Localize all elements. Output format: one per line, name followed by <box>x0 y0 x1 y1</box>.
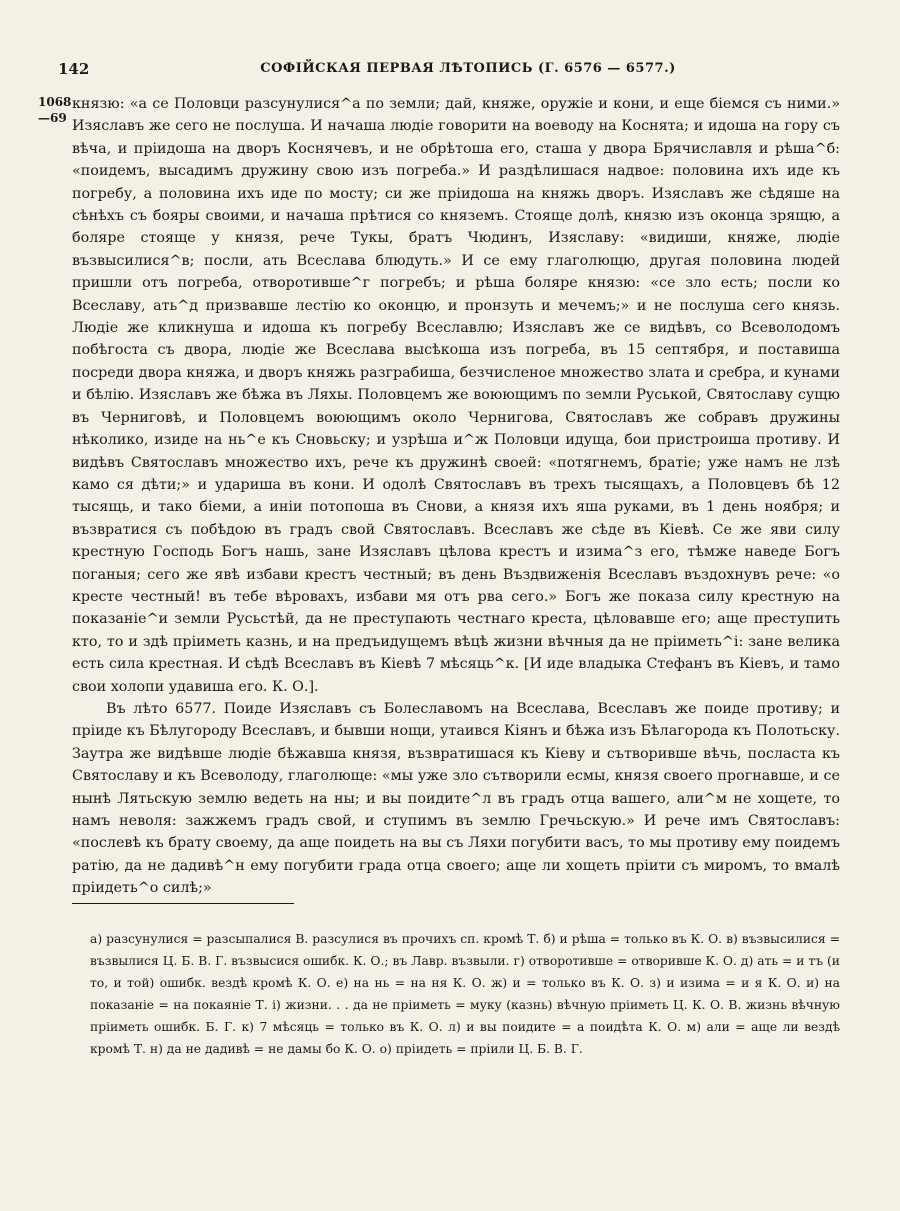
margin-year: 1068 <box>38 95 72 109</box>
running-title: СОФІЙСКАЯ ПЕРВАЯ ЛѢТОПИСЬ (Г. 6576 — 6577.) <box>260 61 676 76</box>
footnote-divider <box>72 903 294 904</box>
paragraph: Въ лѣто 6577. Поиде Изяславъ съ Болеславомъ на Всеслава, Всеславъ же поиде противу; и пріиде къ Бѣлугороду Всеславъ, и бывши нощи, утаився Кіянъ и бѣжа изъ Бѣлагорода къ Полотьску. Заутра же видѣвше людіе бѣжавша князя, възвратишася къ Кіеву и сътворивше вѣчь, посласта къ Святославу и къ Всеволоду, глаголюще: «мы уже зло сътворили есмы, князя своего прогнавше, и се нынѣ Лятьскую землю ведеть на ны; и вы поидите^л въ градъ отца вашего, али^м не хощете, то намъ неволя: зажжемъ градъ свой, и ступимъ въ землю Гречьскую.» И рече имъ Святославъ: «послевѣ къ брату своему, да аще поидеть на вы съ Ляхи погубити васъ, то мы противу ему поидемъ ратію, да не дадивѣ^н ему погубити града отца своего; аще ли хощеть пріити съ миромъ, то вмалѣ пріидеть^о силѣ;» <box>72 700 840 897</box>
footnotes <box>90 928 840 1060</box>
chronicle-text <box>72 93 840 900</box>
paragraph: князю: «а се Половци разсунулися^а по земли; дай, княже, оружіе и кони, и еще біемся съ ними.» Изяславъ же сего не послуша. И начаша людіе говорити на воеводу на Коснята; и идоша на гору съ вѣча, и пріидоша на дворъ Коснячевъ, и не обрѣтоша его, сташа у двора Брячиславля и рѣша^б: «поидемъ, высадимъ дружину свою изъ погреба.» И раздѣлишася надвое: половина ихъ иде къ погребу, а половина ихъ иде по мосту; си же пріидоша на княжь дворъ. Изяславъ же сѣдяше на сѣнѣхъ съ бояры своими, и начаша прѣтися со княземъ. Стояще долѣ, князю изъ оконца зрящю, а боляре стояще у князя, рече Тукы, братъ Чюдинъ, Изяславу: «видиши, княже, людіе възвысилися^в; посли, ать Всеслава блюдуть.» И се ему глаголющю, другая половина людей пришли отъ погреба, отворотивше^г погребъ; и рѣша боляре князю: «се зло есть; посли ко Всеславу, ать^д призвавше лестію ко оконцю, и пронзуть и мечемъ;» и не послуша сего князь. Людіе же кликнуша и идоша къ погребу Всеславлю; Изяславъ же се видѣвъ, со Всеволодомъ побѣгоста съ двора, людіе же Всеслава высѣкоша изъ погреба, въ 15 септября, и поставиша посреди двора княжа, и дворъ княжь разграбиша, безчисленое множество злата и сребра, и кунами и бѣлію. Изяславъ же бѣжа въ Ляхы. Половцемъ же воюющимъ по земли Руськой, Святославу сущю въ Черниговѣ, и Половцемъ воюющимъ около Чернигова, Святославъ же собравъ дружины нѣколико, изиде на нь^е къ Сновьску; и узрѣша и^ж Половци идуща, бои пристроиша противу. И видѣвъ Святославъ множество ихъ, рече къ дружинѣ своей: «потягнемъ, братіе; уже намъ не лзѣ камо ся дѣти;» и удариша въ кони. И одолѣ Святославъ въ трехъ тысящахъ, а Половцевъ бѣ 12 тысящь, и тако біеми, а иніи потопоша въ Снови, а князя ихъ яша руками, въ 1 день ноября; и възвратися съ побѣдою въ градъ свой Святославъ. Всеславъ же сѣде въ Кіевѣ. Се же яви силу крестную Господь Богъ нашь, зане Изяславъ цѣлова крестъ и изима^з его, тѣмже наведе Богъ поганыя; сего же явѣ избави крестъ честный; въ день Въздвиженія Всеславъ въздохнувъ рече: «о кресте честный! въ тебе вѣровахъ, избави мя отъ рва сего.» Богъ же показа силу крестную на показаніе^и земли Русьстѣй, да не преступають честнаго креста, цѣловавше его; аще преступить кто, то и здѣ пріиметь казнь, и на предъидущемъ вѣцѣ жизни вѣчныя да не пріиметь^і: зане велика есть сила крестная. И сѣдѣ Всеславъ въ Кіевѣ 7 мѣсяць^к. [И иде владыка Стефанъ въ Кіевъ, и тамо свои холопи удавиша его. К. О.]. <box>72 96 840 695</box>
footnote-text: а) разсунулися = разсыпалися В. разсулися въ прочихъ сп. кромѣ Т. б) и рѣша = только въ К. О. в) възвысилися = възвылися Ц. Б. В. Г. възвысися ошибк. К. О.; въ Лавр. възвыли. г) отворотивше = отворивше К. О. д) ать = и тъ (и то, и той) ошибк. вездѣ кромѣ К. О. е) на нь = на ня К. О. ж) и = только въ К. О. з) и изима = и я К. О. и) на показаніе = на покаяніе Т. і) жизни. . . да не пріиметь = муку (казнь) вѣчную пріиметь Ц. К. О. В. жизнь вѣчную пріиметь ошибк. Б. Г. к) 7 мѣсяць = только въ К. О. л) и вы поидите = а поидѣта К. О. м) али = аще ли вездѣ кромѣ Т. н) да не дадивѣ = не дамы бо К. О. о) пріидеть = пріили Ц. Б. В. Г. <box>90 932 840 1056</box>
page-header <box>58 60 838 82</box>
margin-ref: —69 <box>38 111 67 125</box>
page-number: 142 <box>58 60 90 78</box>
